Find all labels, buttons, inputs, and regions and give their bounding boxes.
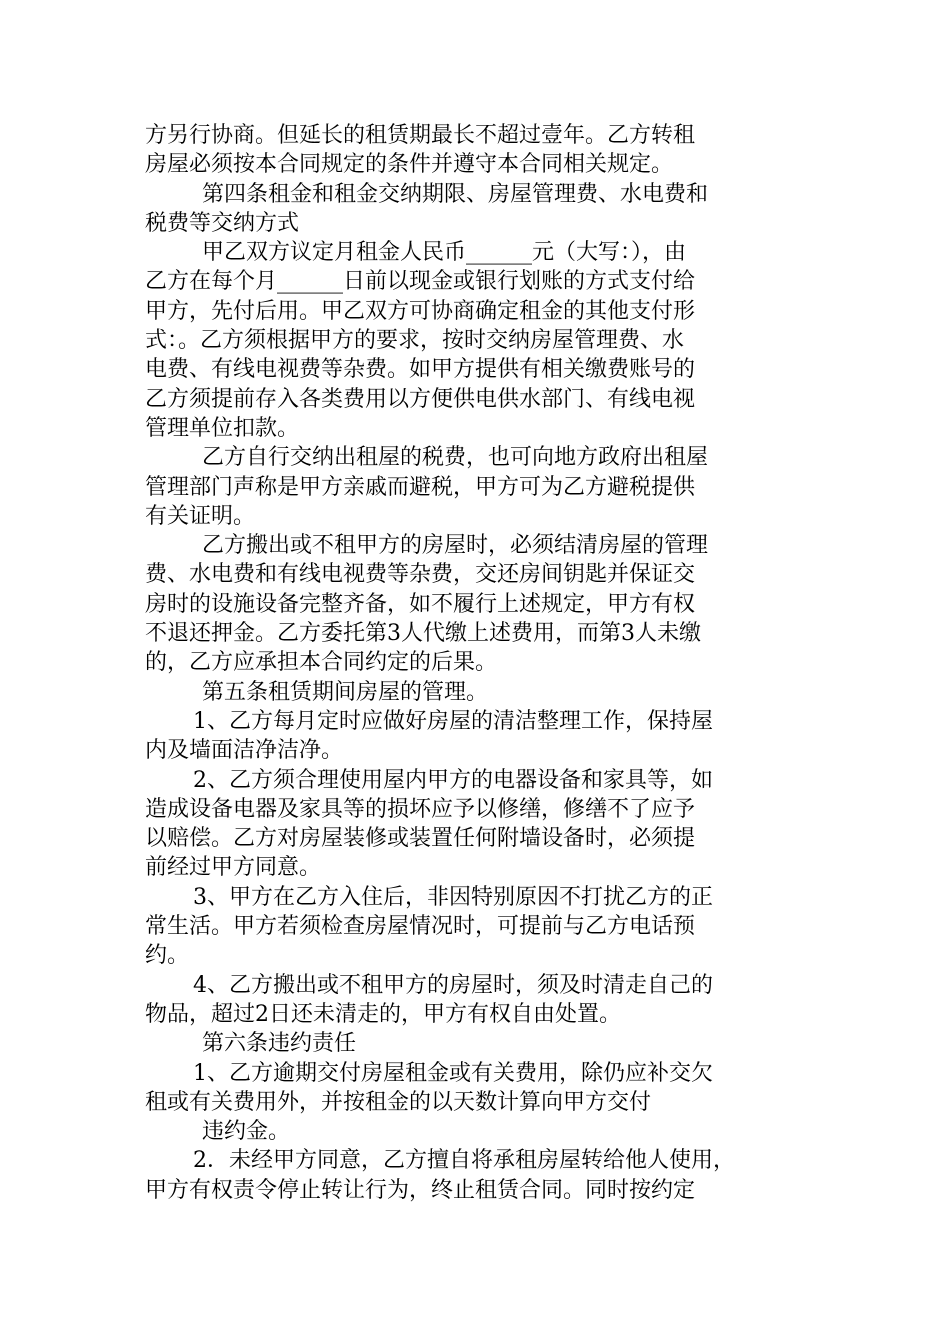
text-line: 前经过甲方同意。 xyxy=(145,855,322,881)
text-line: 违约金。 xyxy=(202,1119,291,1145)
text-line: 有关证明。 xyxy=(145,503,256,529)
text-line: 管理单位扣款。 xyxy=(145,415,300,441)
text-line: 3、甲方在乙方入住后，非因特别原因不打扰乙方的正 xyxy=(193,884,713,910)
text-line: 租或有关费用外，并按租金的以天数计算向甲方交付 xyxy=(145,1089,652,1115)
text-line: 乙方须提前存入各类费用以方便供电供水部门、有线电视 xyxy=(145,386,696,412)
text-line: 乙方搬出或不租甲方的房屋时，必须结清房屋的管理 xyxy=(202,533,709,559)
text-line: 式：。乙方须根据甲方的要求，按时交纳房屋管理费、水 xyxy=(145,328,685,354)
text-line: 4、乙方搬出或不租甲方的房屋时，须及时清走自己的 xyxy=(193,972,713,998)
text-line: 常生活。甲方若须检查房屋情况时，可提前与乙方电话预 xyxy=(145,914,696,940)
text-line: 2、乙方须合理使用屋内甲方的电器设备和家具等，如 xyxy=(193,767,713,793)
text-line: 以赔偿。乙方对房屋装修或装置任何附墙设备时，必须提 xyxy=(145,826,696,852)
document-body xyxy=(145,121,807,1205)
text-line: 内及墙面洁净洁净。 xyxy=(145,738,344,764)
text-line: 税费等交纳方式 xyxy=(145,210,300,236)
text-line: 房屋必须按本合同规定的条件并遵守本合同相关规定。 xyxy=(145,152,674,178)
article-heading: 第四条租金和租金交纳期限、房屋管理费、水电费和 xyxy=(202,181,709,207)
text-line: 乙方在每个月______日前以现金或银行划账的方式支付给 xyxy=(145,269,696,295)
text-line: 造成设备电器及家具等的损坏应予以修缮，修缮不了应予 xyxy=(145,796,696,822)
text-line: 管理部门声称是甲方亲戚而避税，甲方可为乙方避税提供 xyxy=(145,474,696,500)
text-line: 房时的设施设备完整齐备，如不履行上述规定，甲方有权 xyxy=(145,591,696,617)
text-line: 方另行协商。但延长的租赁期最长不超过壹年。乙方转租 xyxy=(145,123,696,148)
text-line: 1、乙方每月定时应做好房屋的清洁整理工作，保持屋 xyxy=(193,708,713,734)
text-line: 甲方，先付后用。甲乙双方可协商确定租金的其他支付形 xyxy=(145,298,696,324)
article-heading: 第五条租赁期间房屋的管理。 xyxy=(202,679,489,705)
text-line: 1、乙方逾期交付房屋租金或有关费用，除仍应补交欠 xyxy=(193,1060,713,1086)
text-line: 费、水电费和有线电视费等杂费，交还房间钥匙并保证交 xyxy=(145,562,696,588)
text-line: 甲方有权责令停止转让行为，终止租赁合同。同时按约定 xyxy=(145,1177,696,1203)
text-line: 的，乙方应承担本合同约定的后果。 xyxy=(145,650,498,676)
text-line: 甲乙双方议定月租金人民币______元（大写：），由 xyxy=(202,240,687,266)
text-line: 约。 xyxy=(145,943,190,969)
text-line: 不退还押金。乙方委托第3人代缴上述费用，而第3人未缴 xyxy=(145,621,701,647)
text-line: 物品，超过2日还未清走的，甲方有权自由处置。 xyxy=(145,1001,621,1027)
text-line: 2．未经甲方同意，乙方擅自将承租房屋转给他人使用， xyxy=(193,1148,735,1174)
article-heading: 第六条违约责任 xyxy=(202,1031,357,1057)
text-line: 电费、有线电视费等杂费。如甲方提供有相关缴费账号的 xyxy=(145,357,696,383)
text-line: 乙方自行交纳出租屋的税费，也可向地方政府出租屋 xyxy=(202,445,709,471)
